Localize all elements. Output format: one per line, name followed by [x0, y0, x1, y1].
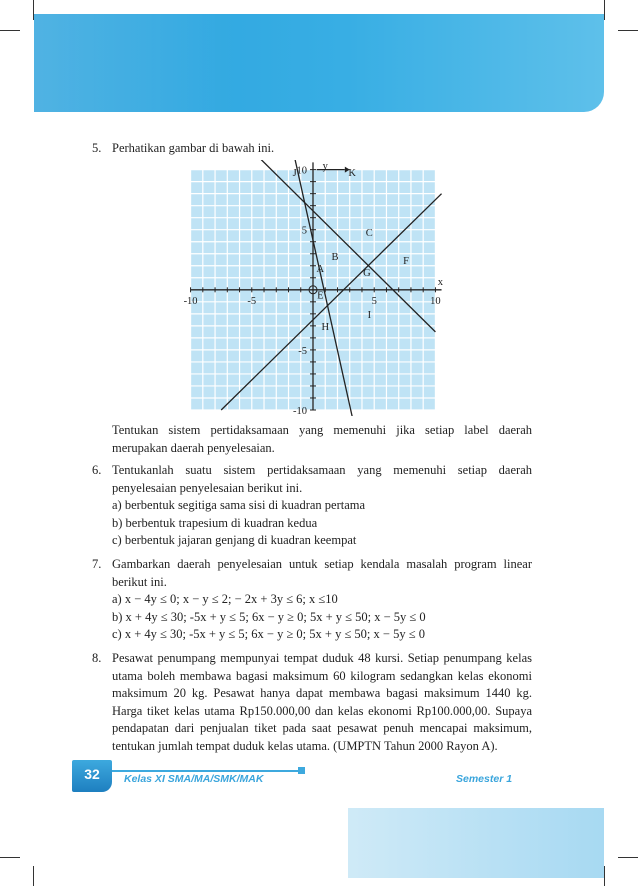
y-axis-label: y	[322, 161, 328, 173]
problem-text: Tentukanlah suatu sistem pertidaksamaan yang memenuhi setiap daerah penyelesaian penyelesaian berikut ini.	[112, 463, 532, 495]
list-item: c) berbentuk jajaran genjang di kuadran keempat	[112, 533, 357, 547]
x-tick-label: -10	[183, 295, 198, 307]
problem-text: Gambarkan daerah penyelesaian untuk setiap kendala masalah program linear berikut ini.	[112, 557, 532, 589]
crop-mark	[604, 866, 605, 886]
problem-intro: Perhatikan gambar di bawah ini.	[112, 141, 275, 155]
list-item: b) berbentuk trapesium di kuadran kedua	[112, 515, 318, 530]
region-label: J	[292, 168, 297, 180]
region-label: H	[321, 321, 330, 333]
region-label: F	[403, 255, 409, 267]
y-tick-label: 5	[301, 225, 307, 237]
region-label: B	[331, 252, 339, 264]
x-tick-label: 10	[430, 295, 441, 307]
region-label: E	[317, 290, 324, 302]
region-label: I	[367, 309, 372, 321]
crop-mark	[0, 857, 20, 858]
problem-body	[112, 556, 532, 644]
list-item: b) x + 4y ≤ 30; -5x + y ≤ 5; 6x − y ≥ 0; 5x + y ≤ 50; x − 5y ≤ 0	[112, 609, 426, 624]
region-label: G	[363, 267, 371, 279]
list-item: a) berbentuk segitiga sama sisi di kuadran pertama	[112, 498, 366, 512]
crop-mark	[618, 857, 638, 858]
crop-mark	[0, 30, 20, 31]
header-banner-highlight	[34, 14, 234, 112]
x-tick-label: -5	[247, 295, 257, 307]
region-label: K	[348, 168, 356, 180]
problem-text: Pesawat penumpang mempunyai tempat duduk 48 kursi. Setiap penumpang kelas utama boleh membawa bagasi maksimum 60 kilogram sedangkan kelas ekonomi maksimum 20 kg. Pesawat hanya dapat membawa bagasi maksimum 1440 kg. Harga tiket kelas utama Rp150.000,00 dan kelas ekonomi Rp100.000,00. Supaya pendapatan dari penjualan tiket pada saat pesawat penuh mencapai maksimum, tentukan jumlah tempat duduk kelas utama. (UMPTN Tahun 2000 Rayon A).	[112, 651, 532, 753]
book-title: Kelas XI SMA/MA/SMK/MAK	[124, 773, 264, 785]
problem-number: 6.	[92, 463, 102, 477]
region-label: A	[316, 264, 325, 276]
problem-number: 5.	[92, 141, 102, 155]
problem-number: 7.	[92, 557, 102, 571]
problem-number: 8.	[92, 651, 102, 665]
problem-body	[112, 462, 532, 550]
y-tick-label: -10	[293, 405, 307, 416]
x-tick-label: 5	[371, 295, 377, 307]
y-tick-label: 10	[296, 165, 307, 177]
y-tick-label: -5	[298, 345, 307, 357]
list-item: c) x + 4y ≤ 30; -5x + y ≤ 5; 6x − y ≥ 0; 5x + y ≤ 50; x − 5y ≤ 0	[112, 627, 425, 641]
coordinate-graph	[182, 160, 444, 416]
region-label: C	[365, 228, 373, 240]
page-number: 32	[72, 760, 112, 792]
crop-mark	[618, 30, 638, 31]
crop-mark	[604, 0, 605, 20]
footer-rule	[112, 770, 300, 772]
x-axis-label: x	[437, 276, 443, 288]
list-item: a) x − 4y ≤ 0; x − y ≤ 2; − 2x + 3y ≤ 6; x ≤10	[112, 592, 338, 606]
crop-mark	[33, 866, 34, 886]
problem-question-text: Tentukan sistem pertidaksamaan yang memenuhi jika setiap label daerah merupakan daerah penyelesaian.	[112, 423, 532, 455]
footer-decoration	[348, 808, 604, 878]
semester-label: Semester 1	[456, 773, 513, 785]
footer-rule-dot	[298, 767, 305, 774]
